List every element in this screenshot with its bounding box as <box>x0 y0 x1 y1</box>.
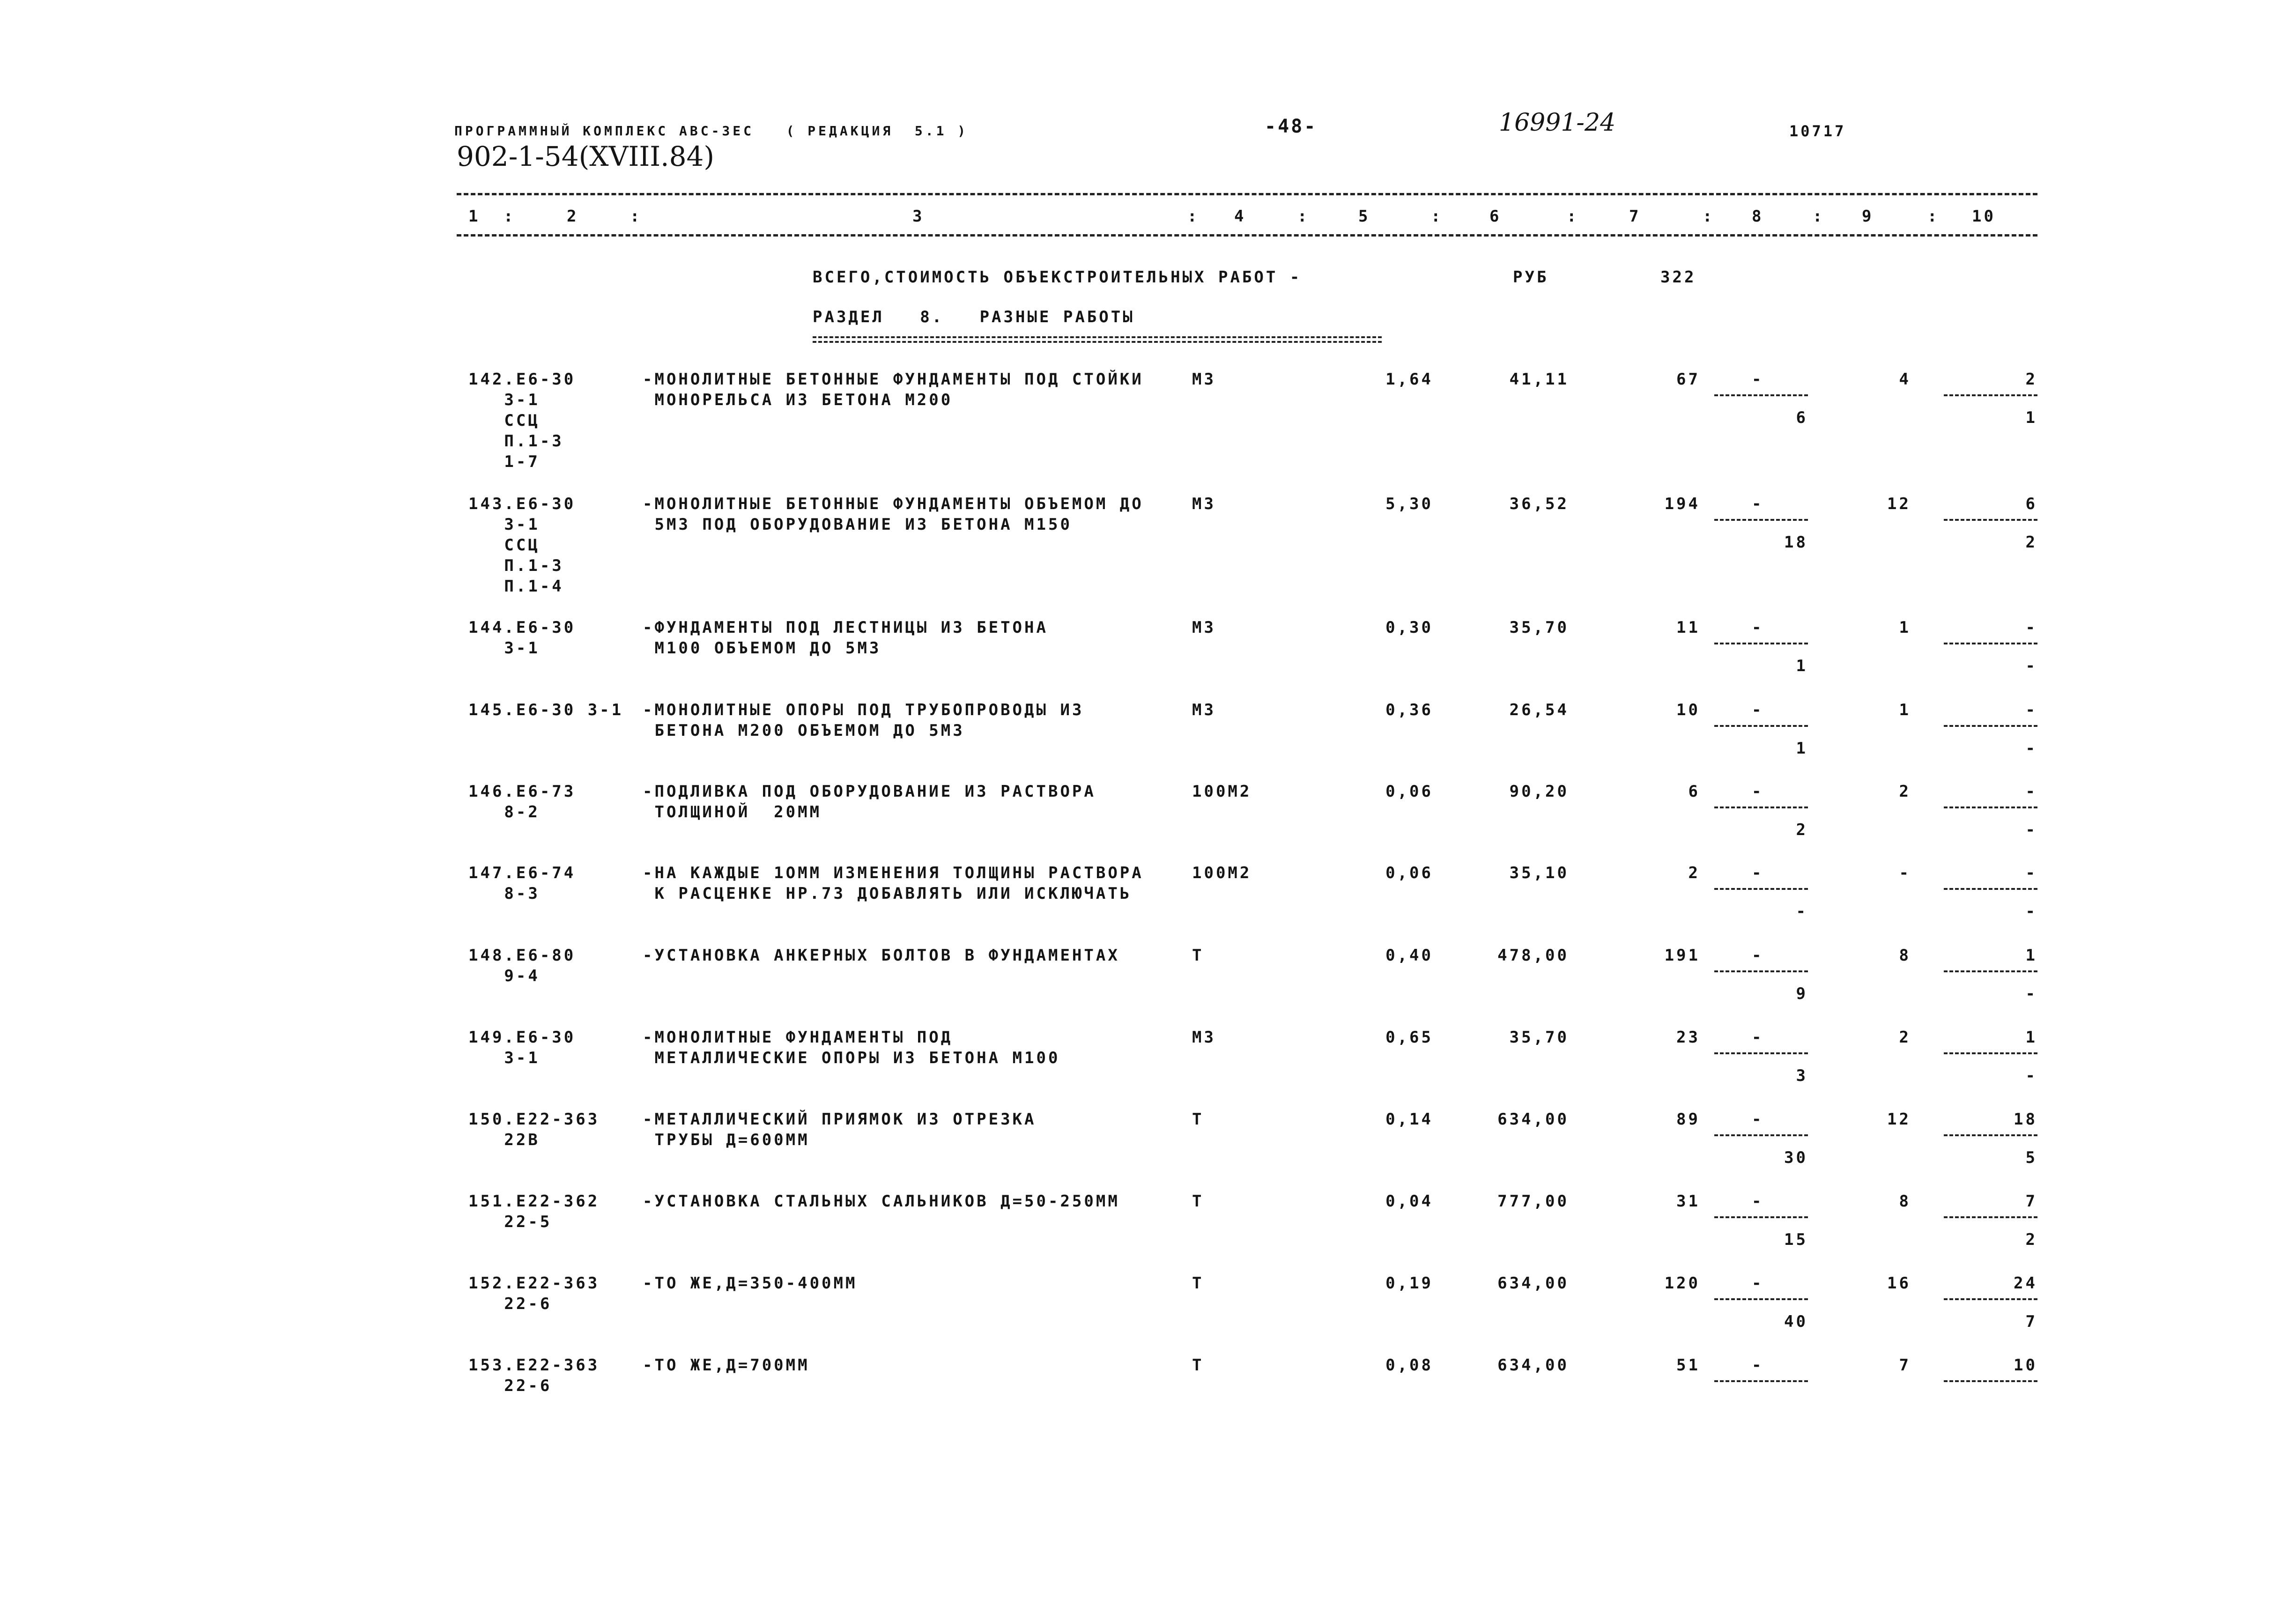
row-col10-bottom: - <box>2025 657 2037 675</box>
row-quantity: 0,08 <box>1385 1356 1433 1375</box>
row-col8-bottom: 2 <box>1796 821 1808 839</box>
row-col8-bottom: 6 <box>1796 408 1808 427</box>
fraction-line <box>1944 1298 2037 1300</box>
column-separator: : <box>1703 207 1715 226</box>
table-row <box>0 700 2296 779</box>
row-quantity: 0,14 <box>1385 1110 1433 1129</box>
row-cost: 6 <box>1688 782 1700 801</box>
section-underline <box>813 341 1382 343</box>
fraction-line <box>1714 1052 1808 1054</box>
header-bottom-rule <box>457 234 2037 237</box>
row-description: -НА КАЖДЫЕ 1ОММ ИЗМЕНЕНИЯ ТОЛЩИНЫ РАСТВОРА К РАСЦЕНКЕ НР.73 ДОБАВЛЯТЬ ИЛИ ИСКЛЮЧАТЬ <box>643 864 1144 903</box>
row-col9: 4 <box>1899 370 1911 389</box>
row-unit: М3 <box>1192 370 1216 389</box>
row-unit-price: 634,00 <box>1497 1356 1569 1375</box>
row-col8-bottom: - <box>1796 902 1808 921</box>
row-unit-price: 90,20 <box>1509 782 1569 801</box>
row-description: -ТО ЖЕ,Д=700ММ <box>643 1356 810 1375</box>
row-cost: 23 <box>1676 1028 1700 1047</box>
row-unit: 100М2 <box>1192 782 1252 801</box>
code-number: 10717 <box>1789 122 1846 140</box>
row-quantity: 0,36 <box>1385 701 1433 719</box>
row-description: -МОНОЛИТНЫЕ БЕТОННЫЕ ФУНДАМЕНТЫ ПОД СТОЙКИ МОНОРЕЛЬСА ИЗ БЕТОНА М200 <box>643 370 1144 409</box>
row-quantity: 0,65 <box>1385 1028 1433 1047</box>
row-quantity: 5,30 <box>1385 495 1433 513</box>
row-unit-price: 41,11 <box>1509 370 1569 389</box>
row-col8-bottom: 18 <box>1784 533 1808 552</box>
column-separator: : <box>1431 207 1443 226</box>
column-separator: : <box>1567 207 1579 226</box>
row-col8-top: - <box>1752 1110 1764 1129</box>
row-cost: 89 <box>1676 1110 1700 1129</box>
row-description: -МОНОЛИТНЫЕ БЕТОННЫЕ ФУНДАМЕНТЫ ОБЪЕМОМ ДО 5М3 ПОД ОБОРУДОВАНИЕ ИЗ БЕТОНА М150 <box>643 495 1144 534</box>
column-separator: : <box>1297 207 1310 226</box>
row-col10-top: 10 <box>2014 1356 2037 1375</box>
row-col9: 12 <box>1887 495 1911 513</box>
row-quantity: 0,06 <box>1385 864 1433 882</box>
column-header-2: 2 <box>567 207 579 226</box>
row-col9: 12 <box>1887 1110 1911 1129</box>
row-col8-bottom: 1 <box>1796 657 1808 675</box>
total-unit: РУБ <box>1513 268 1549 287</box>
row-col10-bottom: - <box>2025 984 2037 1003</box>
table-row <box>0 945 2296 1025</box>
fraction-line <box>1714 643 1808 644</box>
total-value: 322 <box>1660 268 1696 287</box>
row-description: -МОНОЛИТНЫЕ ОПОРЫ ПОД ТРУБОПРОВОДЫ ИЗ БЕТОНА М200 ОБЪЕМОМ ДО 5М3 <box>643 701 1084 740</box>
row-description: -УСТАНОВКА АНКЕРНЫХ БОЛТОВ В ФУНДАМЕНТАХ <box>643 946 1120 965</box>
row-col8-bottom: 40 <box>1784 1312 1808 1331</box>
row-quantity: 0,19 <box>1385 1274 1433 1293</box>
row-code: 147.Е6-74 8-3 <box>468 864 576 903</box>
row-col10-bottom: 1 <box>2025 408 2037 427</box>
column-header-9: 9 <box>1862 207 1874 226</box>
row-unit-price: 634,00 <box>1497 1110 1569 1129</box>
fraction-line <box>1714 1216 1808 1218</box>
row-col8-top: - <box>1752 1356 1764 1375</box>
section-title: РАЗДЕЛ 8. РАЗНЫЕ РАБОТЫ <box>813 308 1135 326</box>
row-code: 153.Е22-363 22-6 <box>468 1356 600 1395</box>
column-header-4: 4 <box>1234 207 1246 226</box>
fraction-line <box>1714 806 1808 808</box>
table-row <box>0 1273 2296 1353</box>
fraction-line <box>1944 394 2037 396</box>
column-header-7: 7 <box>1629 207 1641 226</box>
row-unit-price: 777,00 <box>1497 1192 1569 1211</box>
row-col10-top: 24 <box>2014 1274 2037 1293</box>
row-unit-price: 634,00 <box>1497 1274 1569 1293</box>
row-code: 143.Е6-30 3-1 ССЦ П.1-3 П.1-4 <box>468 495 576 596</box>
row-col8-bottom: 15 <box>1784 1230 1808 1249</box>
row-unit: Т <box>1192 1274 1204 1293</box>
fraction-line <box>1944 725 2037 727</box>
fraction-line <box>1714 1298 1808 1300</box>
table-row <box>0 1109 2296 1189</box>
row-col10-top: 7 <box>2025 1192 2037 1211</box>
row-unit: Т <box>1192 946 1204 965</box>
row-unit: Т <box>1192 1110 1204 1129</box>
table-row <box>0 1027 2296 1107</box>
fraction-line <box>1944 1380 2037 1382</box>
row-unit-price: 35,70 <box>1509 618 1569 637</box>
fraction-line <box>1944 643 2037 644</box>
row-col10-top: 1 <box>2025 1028 2037 1047</box>
row-col8-top: - <box>1752 864 1764 882</box>
row-unit-price: 26,54 <box>1509 701 1569 719</box>
fraction-line <box>1714 888 1808 890</box>
column-header-6: 6 <box>1489 207 1502 226</box>
row-col9: 1 <box>1899 701 1911 719</box>
row-col10-bottom: 2 <box>2025 1230 2037 1249</box>
row-unit-price: 478,00 <box>1497 946 1569 965</box>
row-unit: М3 <box>1192 495 1216 513</box>
table-row <box>0 617 2296 697</box>
row-col10-bottom: 5 <box>2025 1148 2037 1167</box>
column-header-5: 5 <box>1358 207 1370 226</box>
row-col10-top: 18 <box>2014 1110 2037 1129</box>
row-col9: 8 <box>1899 946 1911 965</box>
row-description: -ПОДЛИВКА ПОД ОБОРУДОВАНИЕ ИЗ РАСТВОРА ТОЛЩИНОЙ 20ММ <box>643 782 1096 821</box>
fraction-line <box>1944 1052 2037 1054</box>
row-cost: 67 <box>1676 370 1700 389</box>
row-col10-bottom: - <box>2025 1066 2037 1085</box>
row-cost: 2 <box>1688 864 1700 882</box>
row-code: 149.Е6-30 3-1 <box>468 1028 576 1067</box>
row-code: 142.Е6-30 3-1 ССЦ П.1-3 1-7 <box>468 370 576 471</box>
row-col8-bottom: 3 <box>1796 1066 1808 1085</box>
fraction-line <box>1944 519 2037 521</box>
row-col9: 7 <box>1899 1356 1911 1375</box>
row-col8-top: - <box>1752 1028 1764 1047</box>
handwritten-series: 902-1-54(XVIII.84) <box>457 141 715 172</box>
row-col8-top: - <box>1752 1274 1764 1293</box>
fraction-line <box>1714 394 1808 396</box>
row-cost: 11 <box>1676 618 1700 637</box>
row-unit: М3 <box>1192 1028 1216 1047</box>
row-col9: 2 <box>1899 1028 1911 1047</box>
row-quantity: 0,06 <box>1385 782 1433 801</box>
row-col8-top: - <box>1752 618 1764 637</box>
fraction-line <box>1944 888 2037 890</box>
table-row <box>0 369 2296 471</box>
header-top-rule <box>457 193 2037 195</box>
row-col10-top: - <box>2025 782 2037 801</box>
row-col10-top: 6 <box>2025 495 2037 513</box>
row-col8-top: - <box>1752 782 1764 801</box>
column-header-10: 10 <box>1972 207 1996 226</box>
row-col10-bottom: - <box>2025 739 2037 758</box>
row-unit-price: 35,70 <box>1509 1028 1569 1047</box>
column-separator: : <box>630 207 642 226</box>
fraction-line <box>1714 519 1808 521</box>
row-unit: Т <box>1192 1356 1204 1375</box>
row-col8-top: - <box>1752 946 1764 965</box>
row-col8-bottom: 1 <box>1796 739 1808 758</box>
program-header: ПРОГРАММНЫЙ КОМПЛЕКС АВС-3ЕС ( РЕДАКЦИЯ 5.1 ) <box>454 123 969 139</box>
row-unit: 100М2 <box>1192 864 1252 882</box>
row-unit-price: 35,10 <box>1509 864 1569 882</box>
fraction-line <box>1714 725 1808 727</box>
handwritten-doc-number: 16991-24 <box>1499 109 1616 137</box>
column-header-1: 1 <box>468 207 481 226</box>
row-quantity: 1,64 <box>1385 370 1433 389</box>
column-separator: : <box>1187 207 1200 226</box>
fraction-line <box>1714 1380 1808 1382</box>
row-cost: 10 <box>1676 701 1700 719</box>
row-quantity: 0,04 <box>1385 1192 1433 1211</box>
table-row <box>0 494 2296 596</box>
row-code: 148.Е6-80 9-4 <box>468 946 576 985</box>
row-col9: 2 <box>1899 782 1911 801</box>
row-col8-top: - <box>1752 1192 1764 1211</box>
row-quantity: 0,30 <box>1385 618 1433 637</box>
column-separator: : <box>504 207 516 226</box>
row-col9: 1 <box>1899 618 1911 637</box>
row-code: 144.Е6-30 3-1 <box>468 618 576 658</box>
row-description: -ТО ЖЕ,Д=350-400ММ <box>643 1274 858 1293</box>
row-col8-top: - <box>1752 701 1764 719</box>
row-description: -МЕТАЛЛИЧЕСКИЙ ПРИЯМОК ИЗ ОТРЕЗКА ТРУБЫ Д=600ММ <box>643 1110 1037 1149</box>
row-col10-top: - <box>2025 864 2037 882</box>
table-row <box>0 1191 2296 1271</box>
row-description: -МОНОЛИТНЫЕ ФУНДАМЕНТЫ ПОД МЕТАЛЛИЧЕСКИЕ ОПОРЫ ИЗ БЕТОНА М100 <box>643 1028 1060 1067</box>
row-col9: - <box>1899 864 1911 882</box>
row-cost: 191 <box>1664 946 1700 965</box>
row-unit-price: 36,52 <box>1509 495 1569 513</box>
row-col10-bottom: 2 <box>2025 533 2037 552</box>
column-header-8: 8 <box>1752 207 1764 226</box>
column-separator: : <box>1813 207 1825 226</box>
row-description: -ФУНДАМЕНТЫ ПОД ЛЕСТНИЦЫ ИЗ БЕТОНА М100 ОБЪЕМОМ ДО 5М3 <box>643 618 1048 658</box>
row-cost: 194 <box>1664 495 1700 513</box>
fraction-line <box>1714 970 1808 972</box>
row-unit: М3 <box>1192 618 1216 637</box>
row-col8-top: - <box>1752 495 1764 513</box>
row-col10-top: 2 <box>2025 370 2037 389</box>
row-col10-top: - <box>2025 618 2037 637</box>
row-description: -УСТАНОВКА СТАЛЬНЫХ САЛЬНИКОВ Д=50-250ММ <box>643 1192 1120 1211</box>
row-cost: 31 <box>1676 1192 1700 1211</box>
row-code: 145.Е6-30 3-1 <box>468 701 624 719</box>
row-col8-top: - <box>1752 370 1764 389</box>
row-code: 151.Е22-362 22-5 <box>468 1192 600 1231</box>
fraction-line <box>1714 1134 1808 1136</box>
row-col9: 8 <box>1899 1192 1911 1211</box>
row-col9: 16 <box>1887 1274 1911 1293</box>
table-row <box>0 863 2296 942</box>
row-code: 146.Е6-73 8-2 <box>468 782 576 821</box>
total-label: ВСЕГО,СТОИМОСТЬ ОБЪЕКСТРОИТЕЛЬНЫХ РАБОТ - <box>813 268 1302 287</box>
row-cost: 120 <box>1664 1274 1700 1293</box>
row-unit: Т <box>1192 1192 1204 1211</box>
fraction-line <box>1944 806 2037 808</box>
row-col10-bottom: - <box>2025 821 2037 839</box>
row-col8-bottom: 30 <box>1784 1148 1808 1167</box>
row-quantity: 0,40 <box>1385 946 1433 965</box>
row-unit: М3 <box>1192 701 1216 719</box>
row-cost: 51 <box>1676 1356 1700 1375</box>
row-col10-top: - <box>2025 701 2037 719</box>
page-number: -48- <box>1265 116 1318 137</box>
row-col10-bottom: - <box>2025 902 2037 921</box>
fraction-line <box>1944 970 2037 972</box>
row-code: 150.Е22-363 22В <box>468 1110 600 1149</box>
row-col8-bottom: 9 <box>1796 984 1808 1003</box>
column-separator: : <box>1927 207 1940 226</box>
section-underline <box>813 336 1382 338</box>
fraction-line <box>1944 1216 2037 1218</box>
table-row <box>0 781 2296 861</box>
table-row <box>0 1355 2296 1435</box>
row-col10-bottom: 7 <box>2025 1312 2037 1331</box>
row-col10-top: 1 <box>2025 946 2037 965</box>
row-code: 152.Е22-363 22-6 <box>468 1274 600 1313</box>
fraction-line <box>1944 1134 2037 1136</box>
column-header-3: 3 <box>912 207 925 226</box>
